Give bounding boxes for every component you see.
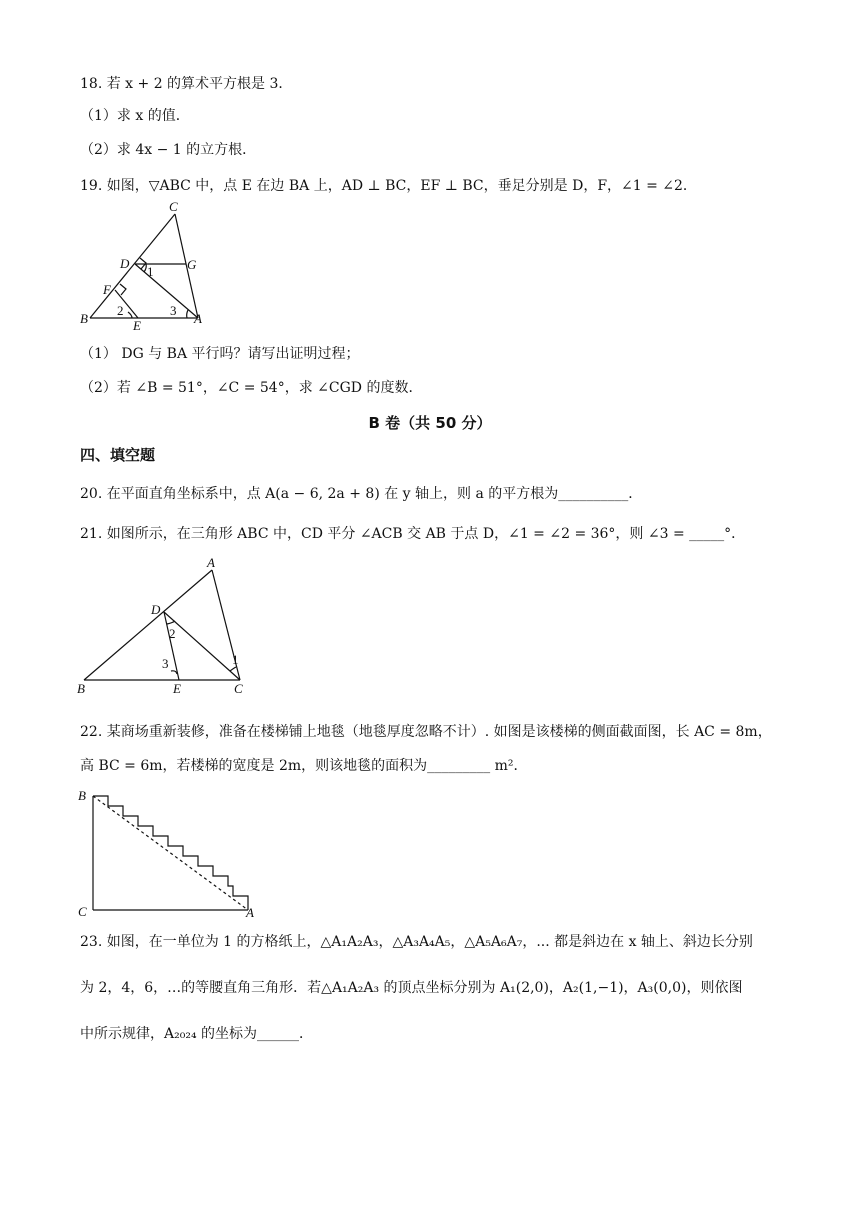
q21-label-3: 3 [162, 656, 169, 671]
q21-label-e: E [173, 681, 181, 696]
q19-label-g: G [187, 257, 197, 272]
q19-figure [70, 200, 220, 335]
q21-angle-2-arc [167, 621, 175, 624]
q22-label-c: C [78, 904, 87, 919]
q19-label-3: 3 [170, 303, 177, 318]
q22-line2: 高 BC = 6m，若楼梯的宽度是 2m，则该地毯的面积为_________ m²． [80, 758, 528, 774]
q19-label-d: D [120, 256, 130, 271]
q23-line2: 为 2，4，6，…的等腰直角三角形．若△A₁A₂A₃ 的顶点坐标分别为 A₁(2,0)，A₂(1,−1)，A₃(0,0)，则依图 [80, 980, 743, 996]
q21-label-c: C [234, 681, 243, 696]
section-four-heading: 四、填空题 [80, 446, 156, 464]
q21-label-d: D [151, 602, 161, 617]
q19-label-1: 1 [147, 264, 154, 279]
q19-label-2: 2 [117, 303, 124, 318]
q19-angle-2-arc [128, 312, 132, 318]
q19-label-b: B [80, 311, 88, 326]
q18-part1: （1）求 x 的值． [80, 108, 190, 124]
q19-angle-3-arc [187, 310, 188, 318]
q19-label-f: F [103, 282, 111, 297]
q19-label-c: C [169, 200, 178, 214]
q21-angle-1-arc [230, 667, 236, 671]
q22-hypotenuse-ba [93, 796, 248, 910]
q21-label-1: 1 [232, 652, 239, 667]
q21-stem: 21. 如图所示，在三角形 ABC 中，CD 平分 ∠ACB 交 AB 于点 D，∠1 = ∠2 = 36°，则 ∠3 = _____°． [80, 526, 746, 542]
q22-figure [72, 786, 267, 922]
q21-label-b: B [77, 681, 85, 696]
q19-part1: （1） DG 与 BA 平行吗？请写出证明过程； [80, 346, 360, 362]
q18-part2: （2）求 4x − 1 的立方根． [80, 142, 257, 158]
q21-side-ba [84, 570, 212, 680]
q19-label-a: A [194, 311, 202, 326]
q22-line1: 22. 某商场重新装修，准备在楼梯铺上地毯（地毯厚度忽略不计）. 如图是该楼梯的侧面截面图，长 AC = 8m， [80, 724, 772, 740]
q18-stem: 18. 若 x + 2 的算术平方根是 3． [80, 76, 293, 92]
q20-text: 20. 在平面直角坐标系中，点 A(a − 6, 2a + 8) 在 y 轴上，则 a 的平方根为__________． [80, 486, 643, 502]
q21-angle-3-arc [171, 671, 177, 674]
q21-label-2: 2 [169, 626, 176, 641]
section-b-title: B 卷（共 50 分） [368, 414, 492, 432]
q21-segment-dc [164, 612, 240, 680]
q19-right-angle-f [120, 284, 126, 295]
q19-part2: （2）若 ∠B = 51°，∠C = 54°，求 ∠CGD 的度数． [80, 380, 423, 396]
q19-stem: 19. 如图，▽ABC 中，点 E 在边 BA 上，AD ⊥ BC，EF ⊥ BC，垂足分别是 D，F，∠1 = ∠2． [80, 178, 697, 194]
q19-side-bc [90, 214, 175, 318]
q23-line3: 中所示规律，A₂₀₂₄ 的坐标为______． [80, 1026, 314, 1042]
q23-line1: 23. 如图，在一单位为 1 的方格纸上，△A₁A₂A₃，△A₃A₄A₅，△A₅A₆A₇，... 都是斜边在 x 轴上、斜边长分别 [80, 934, 753, 950]
q21-label-a: A [207, 556, 215, 570]
q21-figure [72, 556, 262, 698]
q22-label-a: A [246, 905, 254, 920]
q22-label-b: B [78, 788, 86, 803]
q19-label-e: E [133, 318, 141, 333]
